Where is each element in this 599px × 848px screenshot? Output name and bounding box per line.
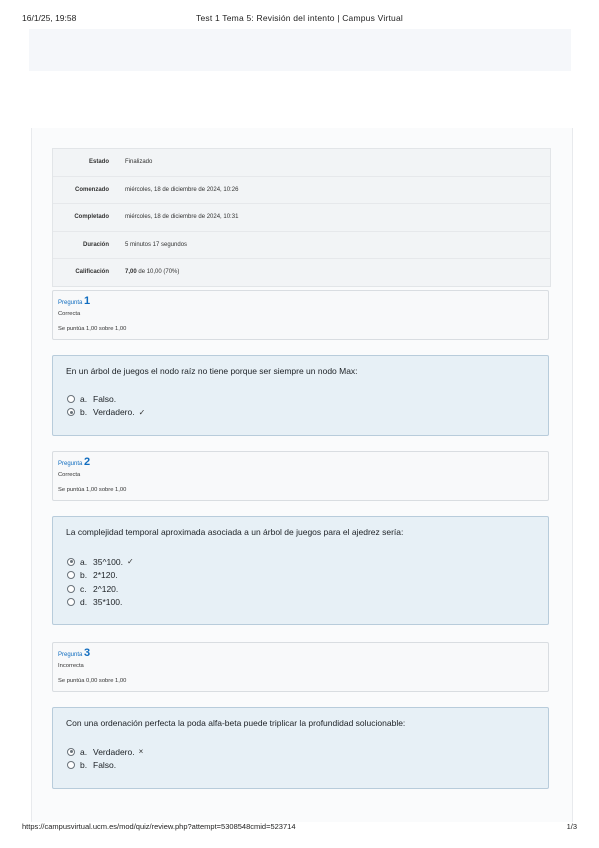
radio-button[interactable] <box>67 571 75 579</box>
answer-text: 35^100. <box>93 556 123 567</box>
summary-label: Completado <box>74 214 109 221</box>
summary-row-grade <box>53 259 550 286</box>
question-1-content <box>52 355 549 436</box>
summary-label: Calificación <box>75 269 109 276</box>
question-state: Correcta <box>58 311 81 317</box>
summary-row-completed <box>53 204 550 232</box>
summary-value: 5 minutos 17 segundos <box>125 241 188 248</box>
answer-option[interactable]: a. Falso. <box>67 392 145 406</box>
print-footer <box>22 822 577 834</box>
question-number: Pregunta 3 <box>58 647 91 659</box>
top-navbar-band <box>29 29 571 71</box>
check-icon: ✓ <box>127 557 134 567</box>
question-text: En un árbol de juegos el nodo raíz no tiene porque ser siempre un nodo Max: <box>66 366 358 376</box>
answer-text: 2*120. <box>93 570 118 581</box>
answer-option[interactable]: b. Falso. <box>67 759 143 773</box>
answer-list <box>67 745 143 772</box>
question-text: La complejidad temporal aproximada asociada a un árbol de juegos para el ajedrez sería: <box>66 527 404 537</box>
answer-text: 2^120. <box>93 583 119 594</box>
radio-button[interactable] <box>67 598 75 606</box>
question-number: Pregunta 1 <box>58 295 91 307</box>
question-grade: Se puntúa 1,00 sobre 1,00 <box>58 326 127 332</box>
answer-text: 35*100. <box>93 597 123 608</box>
radio-button[interactable] <box>67 585 75 593</box>
radio-button[interactable] <box>67 395 75 403</box>
print-page-number: 1/3 <box>566 822 577 831</box>
summary-row-state <box>53 149 550 177</box>
question-3-info <box>52 642 549 692</box>
summary-value: miércoles, 18 de diciembre de 2024, 10:31 <box>125 214 239 221</box>
print-title: Test 1 Tema 5: Revisión del intento | Campus Virtual <box>196 13 403 23</box>
check-icon: ✓ <box>138 407 146 417</box>
answer-text: Falso. <box>93 760 117 771</box>
grade-total: de 10,00 (70%) <box>136 269 180 276</box>
answer-option[interactable]: a. Verdadero. × <box>67 745 143 759</box>
question-2-content <box>52 516 549 625</box>
answer-option[interactable]: b. 2*120. <box>67 569 134 583</box>
answer-option[interactable]: a. 35^100. ✓ <box>67 555 134 569</box>
question-number: Pregunta 2 <box>58 456 91 468</box>
summary-value: miércoles, 18 de diciembre de 2024, 10:26 <box>125 186 239 193</box>
question-text: Con una ordenación perfecta la poda alfa-beta puede triplicar la profundidad solucionable: <box>66 718 406 728</box>
summary-label: Duración <box>82 241 109 248</box>
print-date: 16/1/25, 19:58 <box>22 13 77 23</box>
summary-row-duration <box>53 232 550 260</box>
question-grade: Se puntúa 0,00 sobre 1,00 <box>58 678 127 684</box>
answer-list <box>67 555 134 609</box>
question-1-info <box>52 290 549 340</box>
answer-option[interactable]: d. 35*100. <box>67 596 134 610</box>
cross-icon: × <box>138 747 144 757</box>
summary-label: Comenzado <box>74 186 109 193</box>
radio-button[interactable] <box>67 761 75 769</box>
attempt-summary-table <box>52 148 551 287</box>
answer-text: Verdadero. <box>93 407 135 418</box>
answer-list <box>67 392 145 419</box>
radio-button-checked[interactable] <box>67 408 75 416</box>
question-state: Incorrecta <box>58 663 84 669</box>
grade-score: 7,00 <box>125 269 137 276</box>
answer-option[interactable]: b. Verdadero. ✓ <box>67 406 145 420</box>
print-header <box>22 13 577 27</box>
summary-value: Finalizado <box>125 159 153 166</box>
answer-option[interactable]: c. 2^120. <box>67 582 134 596</box>
summary-label: Estado <box>88 159 109 166</box>
question-3-content <box>52 707 549 789</box>
question-grade: Se puntúa 1,00 sobre 1,00 <box>58 487 127 493</box>
summary-value <box>125 269 179 275</box>
radio-button-checked[interactable] <box>67 558 75 566</box>
summary-row-started <box>53 177 550 205</box>
answer-text: Falso. <box>93 393 117 404</box>
print-url: https://campusvirtual.ucm.es/mod/quiz/review.php?attempt=5308548cmid=523714 <box>22 822 296 831</box>
radio-button-checked[interactable] <box>67 748 75 756</box>
question-state: Correcta <box>58 472 81 478</box>
answer-text: Verdadero. <box>93 746 135 757</box>
question-2-info <box>52 451 549 501</box>
